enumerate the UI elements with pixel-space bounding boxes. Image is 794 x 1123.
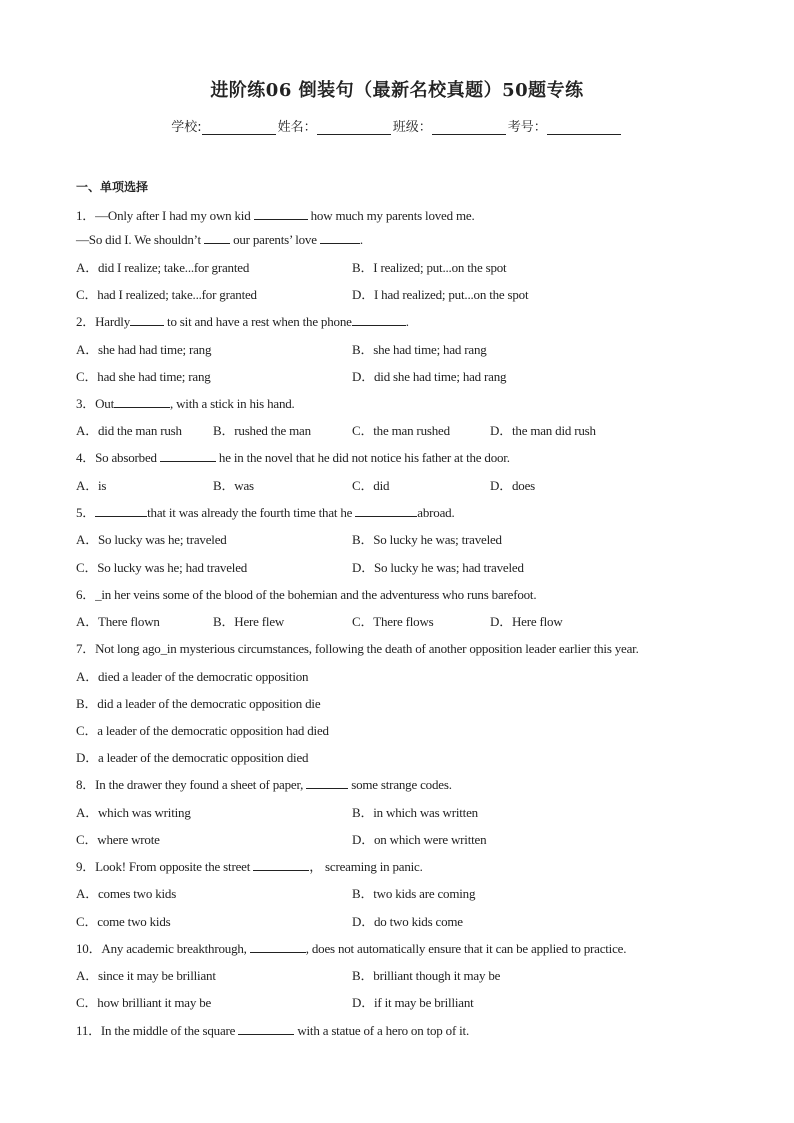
q9-option-a[interactable]: A．comes two kids (76, 886, 177, 901)
q8-option-c[interactable]: C．where wrote (76, 832, 160, 847)
q1-stem-b: how much my parents loved me. (307, 208, 475, 223)
q1-line2-c: . (359, 232, 363, 247)
q8-option-b[interactable]: B．in which was written (352, 805, 478, 820)
q7-option-a[interactable]: A．died a leader of the democratic opposition (76, 669, 309, 684)
q4-stem-a: 4．So absorbed (76, 450, 160, 465)
answer-blank[interactable] (306, 776, 348, 789)
q3-option-b[interactable]: B．rushed the man (213, 423, 311, 438)
q2-stem-c: . (405, 314, 409, 329)
q6-option-a[interactable]: A．There flown (76, 614, 160, 629)
q11-stem-b: with a statue of a hero on top of it. (294, 1023, 469, 1038)
question-2-stem (76, 311, 409, 330)
q1-line2-a: —So did I. We shouldn’t (76, 232, 205, 247)
q2-option-d[interactable]: D．did she had time; had rang (352, 369, 507, 384)
q5-option-b[interactable]: B．So lucky he was; traveled (352, 532, 502, 547)
question-4-stem (76, 447, 510, 466)
q9-stem-b: ， screaming in panic. (309, 859, 423, 874)
school-blank[interactable] (202, 120, 276, 135)
q7-option-b[interactable]: B．did a leader of the democratic opposition die (76, 696, 321, 711)
q10-option-d[interactable]: D．if it may be brilliant (352, 995, 474, 1010)
q3-stem-a: 3．Out (76, 396, 115, 411)
q3-option-a[interactable]: A．did the man rush (76, 423, 182, 438)
q10-option-b[interactable]: B．brilliant though it may be (352, 968, 501, 983)
q2-stem-a: 2．Hardly (76, 314, 130, 329)
question-7-stem: 7．Not long ago_in mysterious circumstances, following the death of another opposition leader earlier this year. (76, 641, 639, 656)
q5-option-d[interactable]: D．So lucky he was; had traveled (352, 560, 524, 575)
q11-stem-a: 11．In the middle of the square (76, 1023, 239, 1038)
q10-stem-b: , does not automatically ensure that it can be applied to practice. (305, 941, 627, 956)
number-label: 考号： (507, 120, 547, 135)
class-blank[interactable] (432, 120, 506, 135)
answer-blank[interactable] (253, 858, 309, 871)
answer-blank[interactable] (95, 504, 147, 517)
q10-option-c[interactable]: C．how brilliant it may be (76, 995, 212, 1010)
question-3-stem (76, 393, 295, 412)
answer-blank[interactable] (130, 313, 164, 326)
q8-option-a[interactable]: A．which was writing (76, 805, 191, 820)
question-5-stem (76, 502, 455, 521)
question-9-stem (76, 856, 423, 875)
student-info-row (0, 116, 794, 135)
q2-option-c[interactable]: C．had she had time; rang (76, 369, 211, 384)
q4-stem-b: he in the novel that he did not notice his father at the door. (215, 450, 510, 465)
q6-option-c[interactable]: C．There flows (352, 614, 434, 629)
class-label: 班级： (392, 120, 432, 135)
answer-blank[interactable] (204, 231, 230, 244)
q8-option-d[interactable]: D．on which were written (352, 832, 487, 847)
q5-option-c[interactable]: C．So lucky was he; had traveled (76, 560, 248, 575)
name-label: 姓名： (277, 120, 317, 135)
answer-blank[interactable] (352, 313, 406, 326)
question-1-stem (76, 205, 475, 224)
q9-option-b[interactable]: B．two kids are coming (352, 886, 476, 901)
q5-stem-b: that it was already the fourth time that he (147, 505, 356, 520)
question-1-stem-2 (76, 231, 363, 248)
q5-stem-c: abroad. (417, 505, 455, 520)
question-6-stem: 6．_in her veins some of the blood of the bohemian and the adventuress who runs barefoot. (76, 587, 537, 602)
q9-option-c[interactable]: C．come two kids (76, 914, 171, 929)
q6-option-d[interactable]: D．Here flow (490, 614, 563, 629)
question-10-stem (76, 938, 626, 957)
q3-option-d[interactable]: D．the man did rush (490, 423, 596, 438)
q1-option-c[interactable]: C．had I realized; take...for granted (76, 287, 257, 302)
school-label: 学校: (171, 120, 202, 135)
q10-option-a[interactable]: A．since it may be brilliant (76, 968, 216, 983)
answer-blank[interactable] (250, 940, 306, 953)
q4-option-b[interactable]: B．was (213, 478, 254, 493)
answer-blank[interactable] (114, 395, 170, 408)
q1-option-d[interactable]: D．I had realized; put...on the spot (352, 287, 529, 302)
q9-option-d[interactable]: D．do two kids come (352, 914, 463, 929)
q4-option-a[interactable]: A．is (76, 478, 107, 493)
q9-stem-a: 9．Look! From opposite the street (76, 859, 254, 874)
q2-option-b[interactable]: B．she had time; had rang (352, 342, 487, 357)
q1-line2-b: our parents’ love (230, 232, 320, 247)
q4-option-d[interactable]: D．does (490, 478, 536, 493)
q1-option-b[interactable]: B．I realized; put...on the spot (352, 260, 507, 275)
q2-option-a[interactable]: A．she had had time; rang (76, 342, 212, 357)
question-11-stem (76, 1020, 469, 1039)
q8-stem-a: 8．In the drawer they found a sheet of paper, (76, 777, 307, 792)
question-8-stem (76, 774, 452, 793)
q3-option-c[interactable]: C．the man rushed (352, 423, 450, 438)
answer-blank[interactable] (238, 1022, 294, 1035)
q1-option-a[interactable]: A．did I realize; take...for granted (76, 260, 250, 275)
q7-option-d[interactable]: D．a leader of the democratic opposition died (76, 750, 309, 765)
q3-stem-b: , with a stick in his hand. (170, 396, 295, 411)
page-title: 进阶练06 倒装句（最新名校真题）50题专练 (210, 80, 584, 101)
number-blank[interactable] (547, 120, 621, 135)
q7-option-c[interactable]: C．a leader of the democratic opposition had died (76, 723, 329, 738)
q5-option-a[interactable]: A．So lucky was he; traveled (76, 532, 227, 547)
section-heading: 一、单项选择 (76, 180, 149, 194)
q5-stem-a: 5． (76, 505, 96, 520)
q6-option-b[interactable]: B．Here flew (213, 614, 285, 629)
answer-blank[interactable] (355, 504, 417, 517)
answer-blank[interactable] (160, 449, 216, 462)
q4-option-c[interactable]: C．did (352, 478, 390, 493)
answer-blank[interactable] (254, 207, 308, 220)
name-blank[interactable] (317, 120, 391, 135)
q1-stem-a: 1．—Only after I had my own kid (76, 208, 254, 223)
q8-stem-b: some strange codes. (348, 777, 452, 792)
answer-blank[interactable] (320, 231, 360, 244)
q10-stem-a: 10．Any academic breakthrough, (76, 941, 250, 956)
q2-stem-b: to sit and have a rest when the phone (164, 314, 352, 329)
